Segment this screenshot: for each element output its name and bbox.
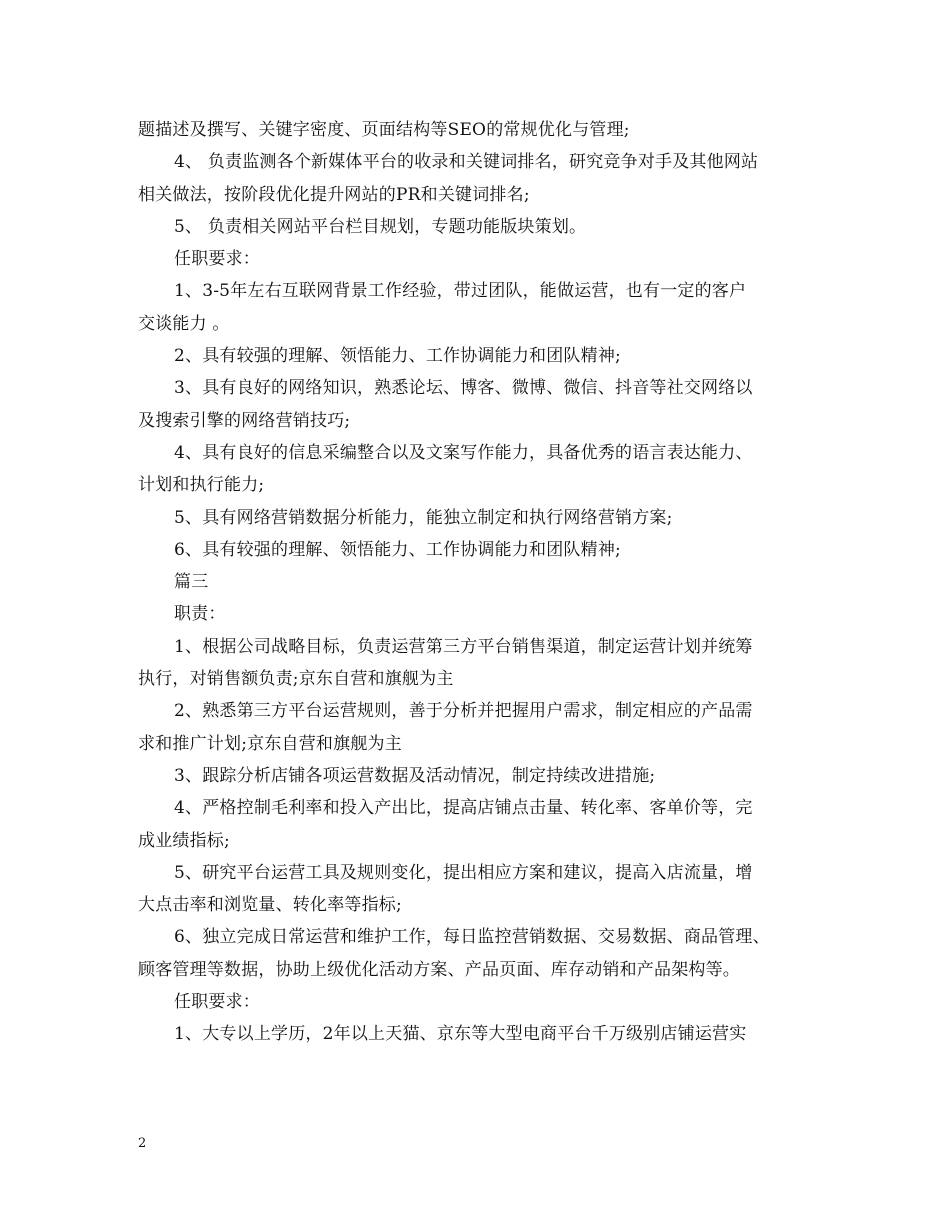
text-line: 执行，对销售额负责;京东自营和旗舰为主 [138,669,454,690]
text-line: 顾客管理等数据，协助上级优化活动方案、产品页面、库存动销和产品架构等。 [138,959,740,980]
document-body [138,114,818,1051]
text-line: 大点击率和浏览量、转化率等指标; [138,895,402,916]
text-line: 求和推广计划;京东自营和旗舰为主 [138,733,402,754]
text-line: 篇三 [174,572,209,593]
text-line: 题描述及撰写、关键字密度、页面结构等SEO的常规优化与管理; [138,120,630,140]
text-line: 4、 负责监测各个新媒体平台的收录和关键词排名，研究竞争对手及其他网站 [174,152,759,173]
text-line: 2、具有较强的理解、领悟能力、工作协调能力和团队精神; [174,346,621,367]
text-line: 4、具有良好的信息采编整合以及文案写作能力，具备优秀的语言表达能力、 [174,442,753,463]
page-number: 2 [138,1136,147,1151]
text-line: 4、严格控制毛利率和投入产出比，提高店铺点击量、转化率、客单价等，完 [174,798,753,819]
text-line: 成业绩指标; [138,830,230,851]
text-line: 计划和执行能力; [138,475,265,496]
text-line: 5、 负责相关网站平台栏目规划，专题功能版块策划。 [174,216,587,237]
text-line: 5、研究平台运营工具及规则变化，提出相应方案和建议，提高入店流量，增 [174,862,753,883]
text-line: 职责： [174,604,226,625]
text-line: 相关做法，按阶段优化提升网站的PR和关键词排名; [138,184,530,205]
text-line: 6、具有较强的理解、领悟能力、工作协调能力和团队精神; [174,539,621,560]
text-line: 1、根据公司战略目标，负责运营第三方平台销售渠道，制定运营计划并统筹 [174,636,753,657]
text-line: 及搜索引擎的网络营销技巧; [138,410,351,431]
text-line: 任职要求： [174,992,260,1013]
text-line: 任职要求： [174,249,260,270]
text-line: 1、大专以上学历，2年以上天猫、京东等大型电商平台千万级别店铺运营实 [174,1024,747,1045]
text-line: 交谈能力 。 [138,313,230,334]
text-line: 6、独立完成日常运营和维护工作，每日监控营销数据、交易数据、商品管理、 [174,927,770,948]
text-line: 3、具有良好的网络知识，熟悉论坛、博客、微博、微信、抖音等社交网络以 [174,378,753,399]
text-line: 1、3-5年左右互联网背景工作经验，带过团队，能做运营，也有一定的客户 [174,281,747,302]
text-line: 5、具有网络营销数据分析能力，能独立制定和执行网络营销方案; [174,507,673,528]
text-line: 3、跟踪分析店铺各项运营数据及活动情况，制定持续改进措施; [174,765,656,786]
text-line: 2、熟悉第三方平台运营规则，善于分析并把握用户需求，制定相应的产品需 [174,701,753,722]
